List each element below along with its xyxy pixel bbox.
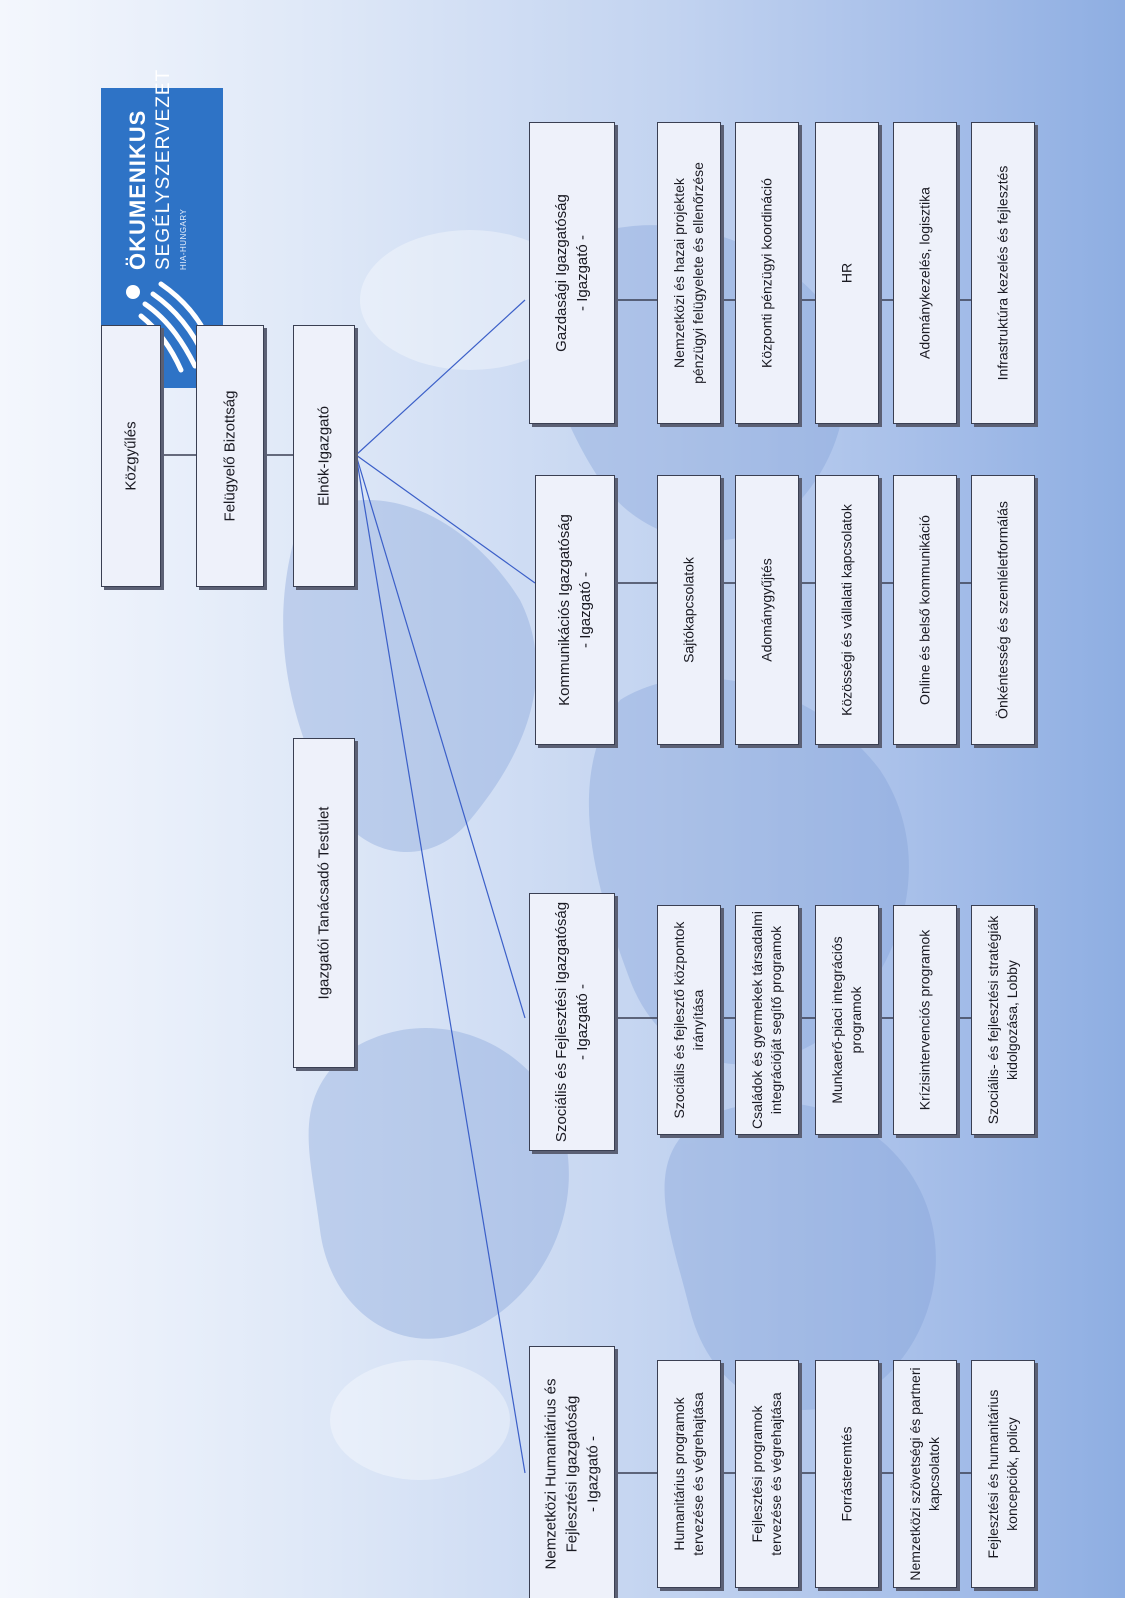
elnok-igazgato-label: Elnök-Igazgató	[315, 405, 333, 507]
dept-label: Adománykezelés, logisztika	[916, 187, 933, 359]
dept-label: Nemzetközi szövetségi és partneri kapcsolatok	[907, 1367, 942, 1581]
dept-box	[657, 1360, 721, 1588]
dept-box	[815, 1360, 879, 1588]
dept-box	[971, 475, 1035, 745]
dept-box	[971, 122, 1035, 424]
dept-box	[893, 122, 957, 424]
dept-label: Sajtókapcsolatok	[680, 557, 697, 663]
dept-box	[735, 122, 799, 424]
dept-label: Fejlesztési és humanitárius koncepciók, policy	[985, 1389, 1020, 1559]
dept-box	[815, 475, 879, 745]
dept-label: Krízisintervenciós programok	[916, 929, 933, 1111]
directorate-box	[529, 1346, 615, 1598]
dept-label: Forrásteremtés	[838, 1426, 855, 1522]
dept-box	[893, 1360, 957, 1588]
dept-box	[735, 475, 799, 745]
directorate-title: Szociális és Fejlesztési Igazgatóság - Igazgató -	[553, 901, 591, 1143]
dept-box	[657, 122, 721, 424]
logo-tagline: HIA-HUNGARY	[179, 208, 188, 270]
directorate-box	[529, 122, 615, 424]
felugyelo-bizottsag-label: Felügyelő Bizottság	[221, 390, 239, 522]
dept-label: Munkaerő-piaci integrációs programok	[829, 936, 864, 1104]
dept-box	[893, 905, 957, 1135]
dept-box	[893, 475, 957, 745]
dept-label: Önkéntesség és szemléletformálás	[994, 501, 1011, 719]
logo-title: ÖKUMENIKUS	[125, 109, 150, 270]
dept-box	[971, 1360, 1035, 1588]
directorate-box	[529, 893, 615, 1151]
dept-box	[971, 905, 1035, 1135]
kozgyules-label: Közgyűlés	[122, 421, 140, 491]
elnok-igazgato-box	[293, 325, 355, 587]
igazgatoi-tanacsado-testulet-label: Igazgatói Tanácsadó Testület	[315, 806, 333, 1000]
dept-label: HR	[838, 262, 855, 284]
dept-label: Szociális és fejlesztő központok irányítása	[671, 921, 706, 1119]
dept-label: Családok és gyermekek társadalmi integrációját segítő programok	[749, 911, 784, 1129]
directorate-title: Nemzetközi Humanitárius és Fejlesztési Igazgatóság - Igazgató -	[542, 1378, 602, 1570]
dept-box	[735, 905, 799, 1135]
dept-label: Adománygyűjtés	[758, 558, 775, 662]
directorate-box	[535, 475, 615, 745]
directorate-title: Kommunikációs Igazgatóság - Igazgató -	[556, 514, 594, 706]
igazgatoi-tanacsado-testulet-box	[293, 738, 355, 1068]
directorate-title: Gazdasági Igazgatóság - Igazgató -	[553, 194, 591, 352]
dept-label: Online és belső kommunikáció	[916, 515, 933, 705]
dept-label: Nemzetközi és hazai projektek pénzügyi felügyelete és ellenőrzése	[671, 162, 706, 384]
dept-box	[657, 905, 721, 1135]
felugyelo-bizottsag-box	[196, 325, 264, 587]
dept-box	[735, 1360, 799, 1588]
dept-box	[815, 122, 879, 424]
logo-subtitle: SEGÉLYSZERVEZET	[153, 68, 174, 270]
dept-label: Fejlesztési programok tervezése és végrehajtása	[749, 1392, 784, 1556]
kozgyules-box	[101, 325, 161, 587]
dept-box	[815, 905, 879, 1135]
dept-label: Szociális- és fejlesztési stratégiák kidolgozása, Lobby	[985, 915, 1020, 1125]
dept-box	[657, 475, 721, 745]
dept-label: Humanitárius programok tervezése és végrehajtása	[671, 1392, 706, 1556]
dept-label: Infrastruktúra kezelés és fejlesztés	[994, 165, 1011, 381]
dept-label: Központi pénzügyi koordináció	[758, 178, 775, 368]
dept-label: Közösségi és vállalati kapcsolatok	[838, 504, 855, 716]
